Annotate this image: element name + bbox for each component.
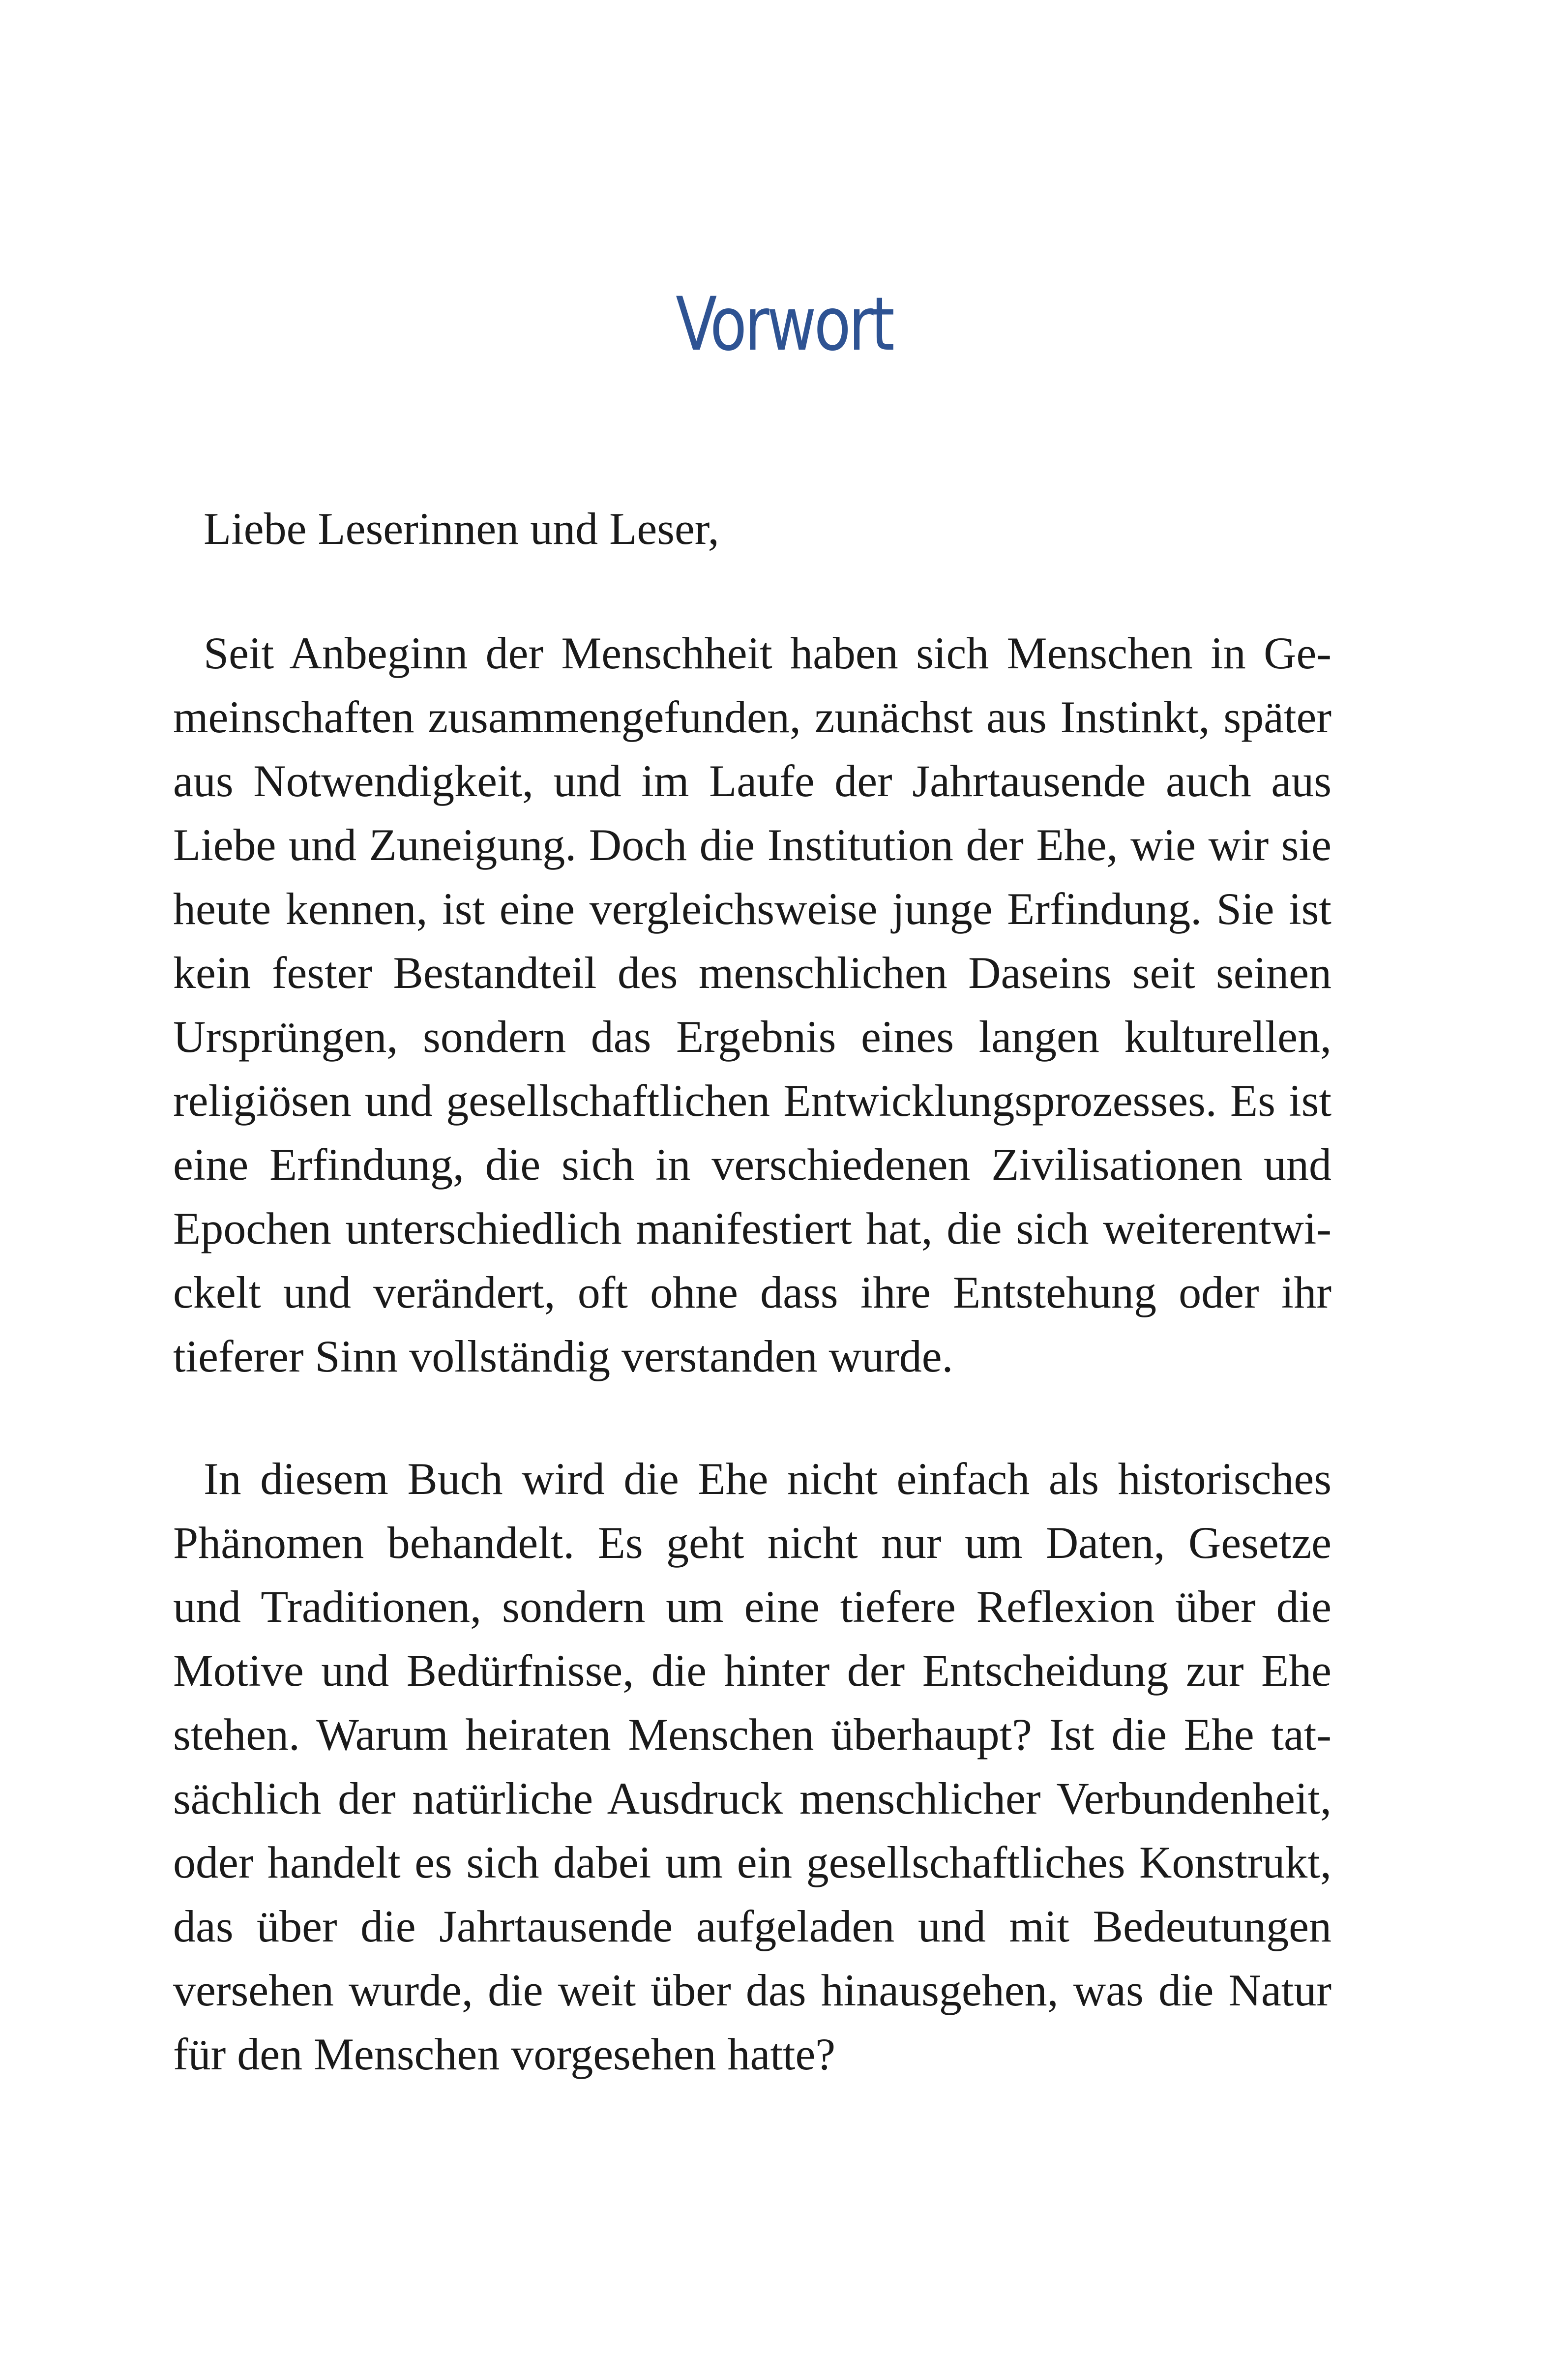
paragraph-line: meinschaften zusammengefunden, zunächst aus Instinkt, später	[173, 692, 1331, 742]
salutation: Liebe Leserinnen und Leser,	[204, 504, 719, 554]
paragraph-line: stehen. Warum heiraten Menschen überhaupt? Ist die Ehe tat-	[173, 1709, 1331, 1760]
paragraph-line: Motive und Bedürfnisse, die hinter der Entscheidung zur Ehe	[173, 1645, 1331, 1696]
paragraph-line: ckelt und verändert, oft ohne dass ihre Entstehung oder ihr	[173, 1267, 1331, 1317]
paragraph-line: eine Erfindung, die sich in verschiedenen Zivilisationen und	[173, 1139, 1331, 1190]
paragraph-line: oder handelt es sich dabei um ein gesellschaftliches Konstrukt,	[173, 1837, 1331, 1887]
paragraph-line: und Traditionen, sondern um eine tiefere Reflexion über die	[173, 1582, 1331, 1632]
paragraph-line: sächlich der natürliche Ausdruck menschlicher Verbundenheit,	[173, 1773, 1331, 1823]
paragraph-line: heute kennen, ist eine vergleichsweise junge Erfindung. Sie ist	[173, 884, 1331, 934]
paragraph-line: kein fester Bestandteil des menschlichen Daseins seit seinen	[173, 948, 1331, 998]
paragraph-1	[173, 621, 1331, 1388]
paragraph-line: aus Notwendigkeit, und im Laufe der Jahrtausende auch aus	[173, 756, 1331, 806]
paragraph-line: das über die Jahrtausende aufgeladen und mit Bedeutungen	[173, 1901, 1331, 1951]
chapter-title: Vorwort	[676, 282, 892, 367]
paragraph-line: Phänomen behandelt. Es geht nicht nur um Daten, Gesetze	[173, 1518, 1331, 1568]
paragraph-line: versehen wurde, die weit über das hinausgehen, was die Natur	[173, 1965, 1331, 2015]
paragraph-line: Liebe und Zuneigung. Doch die Institution der Ehe, wie wir sie	[173, 820, 1331, 870]
paragraph-line: tieferer Sinn vollständig verstanden wurde.	[173, 1331, 953, 1381]
paragraph-line: Seit Anbeginn der Menschheit haben sich Menschen in Ge-	[204, 628, 1331, 678]
paragraph-line: Ursprüngen, sondern das Ergebnis eines langen kulturellen,	[173, 1012, 1331, 1062]
paragraph-line: In diesem Buch wird die Ehe nicht einfach als historisches	[204, 1454, 1331, 1504]
paragraph-line: religiösen und gesellschaftlichen Entwicklungsprozesses. Es ist	[173, 1075, 1331, 1126]
paragraph-line: Epochen unterschiedlich manifestiert hat, die sich weiterentwi-	[173, 1203, 1331, 1254]
paragraph-line: für den Menschen vorgesehen hatte?	[173, 2029, 836, 2079]
paragraph-2	[173, 1447, 1331, 2086]
